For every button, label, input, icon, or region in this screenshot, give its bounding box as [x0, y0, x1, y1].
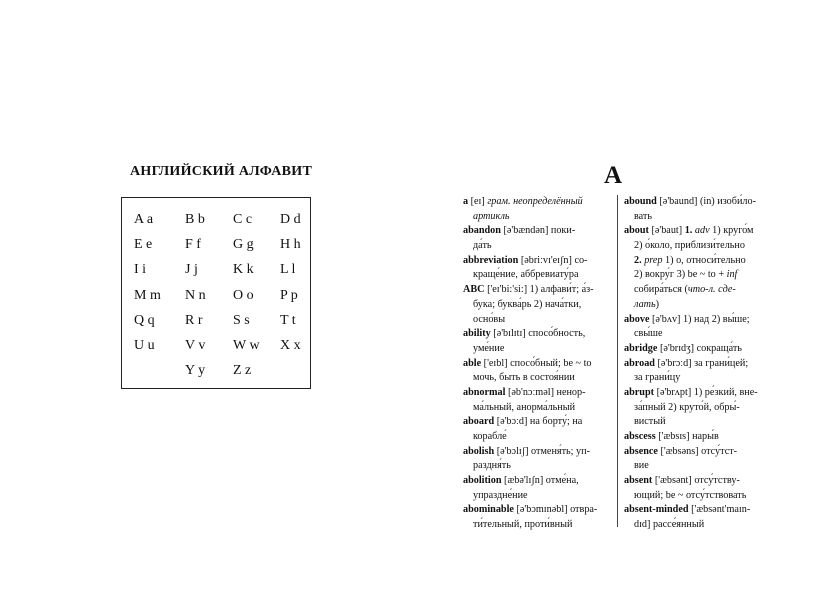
entry-text: [ə'brɪdʒ] сокраща́ть: [657, 342, 742, 354]
entry-text: [ə'bɔlɪʃ] отменя́ть; уп-: [494, 445, 590, 457]
alphabet-letter: N n: [185, 287, 206, 303]
entry-text: свы́ше: [634, 328, 663, 340]
entry-text: 2) о́коло, приблизи́тельно: [634, 240, 745, 252]
dictionary-right-column: [624, 195, 776, 533]
dictionary-entry: [624, 195, 776, 210]
dictionary-entry: [624, 474, 776, 489]
alphabet-table: [121, 197, 311, 389]
dictionary-entry: [624, 313, 776, 328]
alphabet-letter: R r: [185, 312, 203, 328]
entry-headword: abrupt: [624, 386, 655, 398]
entry-text: за грани́цу: [634, 372, 681, 384]
dictionary-left-column: [463, 195, 613, 533]
entry-text: [æbə'lɪʃn] отме́на,: [501, 475, 579, 487]
dictionary-entry: [463, 474, 613, 489]
dictionary-entry-continuation: [463, 342, 613, 357]
entry-text: да́ть: [473, 240, 492, 252]
entry-text: вистый: [634, 416, 666, 428]
dictionary-entry-continuation: [463, 518, 613, 533]
entry-text: осно́вы: [473, 313, 506, 325]
entry-text: [ə'brʌpt] 1) ре́зкий, вне-: [654, 386, 758, 398]
alphabet-title: АНГЛИЙСКИЙ АЛФАВИТ: [130, 164, 313, 179]
alphabet-letter: F f: [185, 237, 201, 253]
dictionary-entry-continuation: [624, 371, 776, 386]
entry-text: [ə'bændən] поки-: [500, 225, 576, 237]
entry-text: корабле́: [473, 431, 507, 442]
alphabet-row: [134, 313, 312, 333]
alphabet-letter: K k: [233, 262, 254, 278]
dictionary-entry-continuation: [624, 459, 776, 474]
dictionary-entry-continuation: [624, 401, 776, 416]
entry-sense-number: 2.: [634, 254, 642, 266]
entry-italic: грам. неопределённый: [487, 196, 583, 207]
dictionary-entry: [463, 224, 613, 239]
entry-headword: able: [463, 357, 482, 369]
entry-text: собира́ться (: [634, 284, 688, 296]
alphabet-letter: Z z: [233, 363, 252, 379]
alphabet-letter: M m: [134, 287, 161, 303]
dictionary-entry: [463, 327, 613, 342]
dictionary-entry: [624, 503, 776, 518]
dictionary-entry: [624, 357, 776, 372]
entry-sense-number: 1.: [684, 225, 693, 237]
entry-headword: ABC: [463, 284, 485, 296]
dictionary-entry-continuation: [463, 430, 613, 445]
alphabet-row: [134, 262, 312, 282]
entry-headword: abroad: [624, 357, 655, 369]
entry-headword: abominable: [463, 504, 514, 516]
entry-text: бука; буква́рь 2) нача́тки,: [473, 298, 582, 310]
dictionary-entry-continuation: [463, 268, 613, 283]
entry-headword: ability: [463, 328, 491, 340]
entry-text: ['eɪbl] спосо́бный; be ~ to: [481, 357, 592, 369]
dictionary-entry-continuation: [624, 268, 776, 283]
entry-headword: absence: [624, 445, 658, 457]
dictionary-entry-continuation: [463, 371, 613, 386]
entry-text: ти́тельный, проти́вный: [473, 519, 573, 531]
alphabet-letter: D d: [280, 212, 301, 227]
alphabet-letter: V v: [185, 338, 206, 353]
dictionary-entry: [624, 430, 776, 445]
entry-text: ['eɪ'bi:'si:] 1) алфави́т; а́з-: [484, 284, 594, 296]
entry-text: ): [655, 298, 660, 310]
entry-text: ['æbsənt'maɪn-: [688, 504, 751, 516]
dictionary-entry: [463, 503, 613, 518]
alphabet-row: [134, 237, 312, 257]
alphabet-letter: T t: [280, 312, 296, 328]
entry-headword: abridge: [624, 342, 658, 354]
entry-headword: about: [624, 225, 649, 237]
alphabet-letter: E e: [134, 237, 153, 253]
column-divider: [617, 195, 618, 527]
alphabet-letter: Y y: [185, 363, 206, 379]
entry-text: упраздне́ние: [473, 489, 528, 501]
dictionary-entry: [624, 342, 776, 357]
entry-headword: abolition: [463, 475, 502, 487]
entry-headword: absent: [624, 475, 653, 487]
entry-headword: above: [624, 313, 650, 325]
entry-headword: abound: [624, 196, 657, 207]
dictionary-entry: [624, 445, 776, 460]
entry-italic: что-л. сде-: [687, 284, 736, 296]
entry-headword: abbreviation: [463, 254, 519, 266]
entry-text: dɪd] рассе́янный: [634, 519, 705, 531]
entry-text: [ə'bɪlɪtɪ] спосо́бность,: [490, 328, 586, 340]
entry-headword: abandon: [463, 225, 501, 237]
dictionary-entry-continuation: [463, 313, 613, 328]
dictionary-entry: [463, 254, 613, 269]
entry-text: ['æbsɪs] нары́в: [655, 431, 719, 442]
alphabet-letter: G g: [233, 237, 254, 253]
dictionary-entry-continuation: [463, 401, 613, 416]
entry-headword: aboard: [463, 416, 495, 428]
dictionary-entry-continuation: [624, 327, 776, 342]
dictionary-entry-continuation: [624, 210, 776, 225]
dictionary-entry: [463, 386, 613, 401]
entry-italic: артикль: [473, 210, 510, 222]
alphabet-letter: L l: [280, 262, 296, 278]
dictionary-entry: [463, 357, 613, 372]
section-letter: A: [604, 162, 623, 189]
entry-italic: adv: [692, 225, 710, 237]
entry-text: [ə'bʌv] 1) над 2) вы́ше;: [649, 313, 750, 325]
alphabet-letter: B b: [185, 212, 205, 227]
dictionary-entry: [463, 415, 613, 430]
dictionary-entry-continuation: [624, 489, 776, 504]
entry-text: ['æbsənt] отсу́тству-: [652, 475, 740, 487]
entry-text: ма́льный, анорма́льный: [473, 401, 576, 413]
dictionary-entry: [463, 445, 613, 460]
dictionary-entry: [624, 386, 776, 401]
dictionary-entry: [463, 195, 613, 210]
entry-text: вать: [634, 210, 653, 222]
dictionary-entry-continuation: [624, 415, 776, 430]
entry-text: вие: [634, 460, 649, 472]
entry-text: 1) о, относи́тельно: [662, 254, 746, 266]
alphabet-letter: A a: [134, 212, 154, 227]
alphabet-letter: U u: [134, 338, 155, 353]
entry-text: уме́ние: [473, 342, 505, 354]
entry-text: [eɪ]: [468, 196, 488, 207]
alphabet-row: [134, 363, 312, 383]
entry-italic: лать: [634, 298, 656, 310]
alphabet-letter: H h: [280, 237, 301, 253]
dictionary-entry-continuation: [624, 518, 776, 533]
entry-text: ['æbsəns] отсу́тст-: [657, 445, 738, 457]
entry-text: [ə'bɔːd] на борту́; на: [494, 416, 583, 428]
entry-text: 2) вокру́г 3) be ~ to +: [634, 269, 727, 281]
alphabet-letter: X x: [280, 338, 301, 353]
dictionary-entry: [463, 283, 613, 298]
alphabet-letter: O o: [233, 287, 254, 303]
entry-text: ющий; be ~ отсу́тствовать: [634, 489, 747, 501]
entry-text: краще́ние, аббревиату́ра: [473, 269, 579, 281]
entry-text: раздня́ть: [473, 460, 511, 472]
entry-text: [ə'bɔmɪnəbl] отвра-: [513, 504, 598, 516]
entry-headword: a: [463, 196, 469, 207]
alphabet-letter: W w: [233, 338, 260, 353]
alphabet-letter: J j: [185, 262, 198, 278]
dictionary-entry-continuation: [463, 459, 613, 474]
alphabet-letter: P p: [280, 287, 298, 303]
alphabet-row: [134, 338, 312, 358]
entry-text: [ə'baut]: [648, 225, 685, 237]
alphabet-row: [134, 212, 312, 232]
entry-headword: abscess: [624, 431, 656, 442]
dictionary-entry-continuation: [624, 254, 776, 269]
entry-text: 1) круго́м: [709, 225, 754, 237]
dictionary-entry-continuation: [463, 239, 613, 254]
entry-headword: absent-minded: [624, 504, 689, 516]
entry-italic: prep: [641, 254, 663, 266]
alphabet-letter: I i: [134, 262, 147, 278]
dictionary-entry-continuation: [624, 239, 776, 254]
alphabet-row: [134, 288, 312, 308]
entry-headword: abolish: [463, 445, 495, 457]
dictionary-entry-continuation: [624, 283, 776, 298]
alphabet-letter: C c: [233, 212, 253, 227]
entry-text: мочь, быть в состоя́нии: [473, 372, 575, 384]
entry-text: [əbriːvɪ'eɪʃn] со-: [518, 254, 588, 266]
dictionary-entry: [624, 224, 776, 239]
dictionary-entry-continuation: [463, 210, 613, 225]
entry-text: за́пный 2) круто́й, обры́-: [634, 401, 740, 413]
dictionary-entry-continuation: [463, 298, 613, 313]
dictionary-entry-continuation: [463, 489, 613, 504]
entry-text: [ə'baund] (in) изоби́ло-: [656, 196, 756, 207]
entry-italic: inf: [726, 269, 738, 281]
entry-text: [əb'nɔːməl] ненор-: [505, 386, 586, 398]
dictionary-entry-continuation: [624, 298, 776, 313]
alphabet-letter: Q q: [134, 312, 155, 328]
alphabet-letter: S s: [233, 312, 250, 328]
entry-text: [ə'brɔːd] за грани́цей;: [654, 357, 749, 369]
entry-headword: abnormal: [463, 386, 506, 398]
